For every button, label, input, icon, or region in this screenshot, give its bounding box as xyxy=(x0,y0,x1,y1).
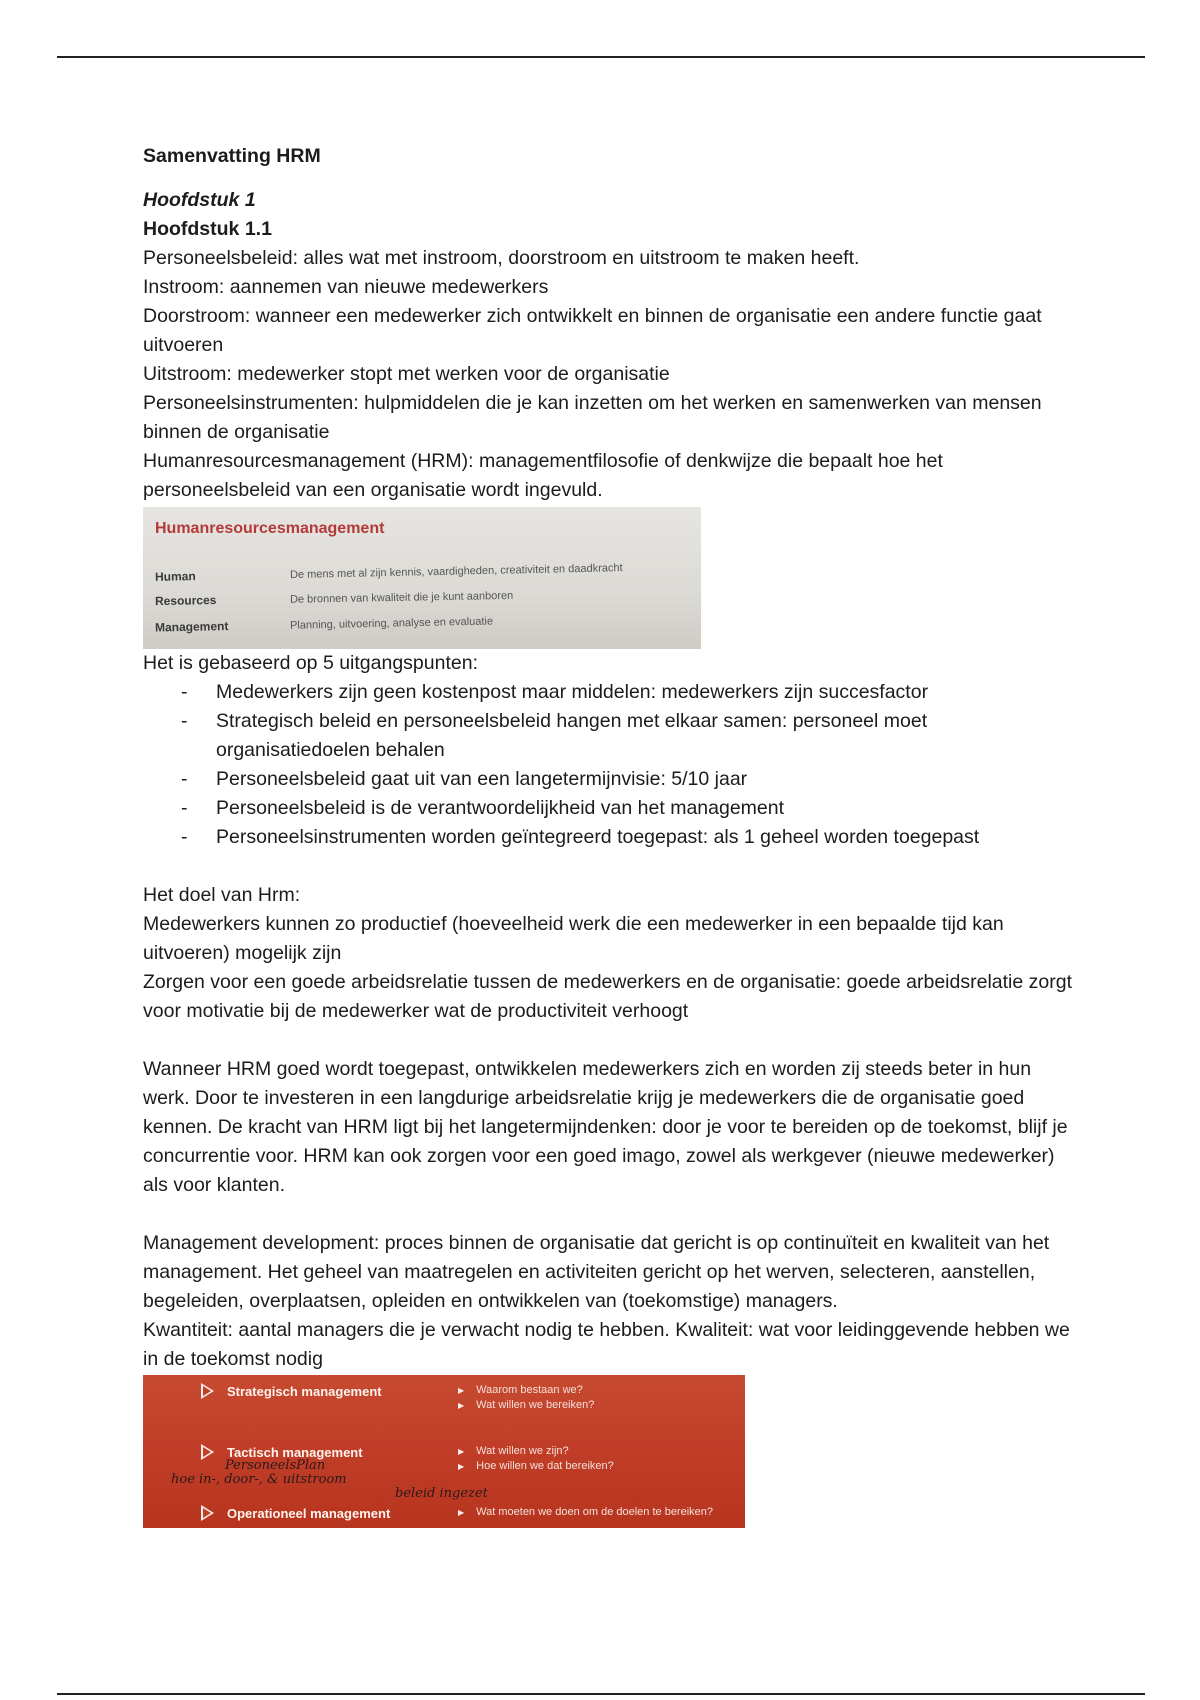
list-item: - Personeelsinstrumenten worden geïntegreerd toegepast: als 1 geheel worden toegepast xyxy=(143,823,1073,852)
figure-term: Human xyxy=(154,569,196,584)
figure-definition: Planning, uitvoering, analyse en evaluatie xyxy=(289,615,494,632)
intro-line: Uitstroom: medewerker stopt met werken voor de organisatie xyxy=(143,363,670,385)
figure-definition: De mens met al zijn kennis, vaardigheden, creativiteit en daadkracht xyxy=(289,562,623,582)
figure-row xyxy=(155,613,493,635)
level-question: ▶ Wat willen we zijn? xyxy=(458,1444,569,1459)
section-heading: Hoofdstuk 1.1 xyxy=(143,218,272,240)
level-question: ▶ Wat willen we bereiken? xyxy=(458,1398,594,1413)
management-levels-figure xyxy=(143,1375,745,1528)
handwritten-note: hoe in-, door-, & uitstroom xyxy=(171,1472,347,1487)
goal-heading: Het doel van Hrm: xyxy=(143,884,301,906)
intro-line: Humanresourcesmanagement (HRM): managementfilosofie of denkwijze die bepaalt hoe het personeelsbeleid van een organisatie wordt ingevuld. xyxy=(143,450,943,501)
document-title: Samenvatting HRM xyxy=(143,145,321,167)
goal-line: Medewerkers kunnen zo productief (hoeveelheid werk die een medewerker in een bepaalde tijd kan uitvoeren) mogelijk zijn xyxy=(143,913,1004,964)
figure-term: Resources xyxy=(154,593,217,609)
level-label: Tactisch management xyxy=(227,1445,363,1460)
handwritten-note: beleid ingezet xyxy=(395,1486,488,1501)
level-label: Operationeel management xyxy=(227,1506,391,1521)
figure-row xyxy=(155,560,623,585)
list-item: - Personeelsbeleid gaat uit van een langetermijnvisie: 5/10 jaar xyxy=(143,765,1073,794)
figure-term: Management xyxy=(154,619,229,635)
md-paragraph: Kwantiteit: aantal managers die je verwacht nodig te hebben. Kwaliteit: wat voor leidinggevende hebben we in de toekomst nodig xyxy=(143,1319,1070,1370)
hrm-definition-figure xyxy=(143,507,701,649)
principles-list xyxy=(143,678,1073,852)
md-paragraph: Management development: proces binnen de organisatie dat gericht is op continuïteit en kwaliteit van het management. Het geheel van maatregelen en activiteiten gericht op het werven, selecteren, aanstellen, begeleiden, overplaatsen, opleiden en ontwikkelen van (toekomstige) managers. xyxy=(143,1232,1050,1312)
intro-line: Instroom: aannemen van nieuwe medewerkers xyxy=(143,276,549,298)
level-question: ▶ Wat moeten we doen om de doelen te bereiken? xyxy=(458,1505,713,1520)
figure-definition: De bronnen van kwaliteit die je kunt aanboren xyxy=(289,589,514,606)
intro-line: Personeelsinstrumenten: hulpmiddelen die je kan inzetten om het werken en samenwerken van mensen binnen de organisatie xyxy=(143,392,1042,443)
intro-line: Doorstroom: wanneer een medewerker zich ontwikkelt en binnen de organisatie een andere functie gaat uitvoeren xyxy=(143,305,1042,356)
hrm-paragraph: Wanneer HRM goed wordt toegepast, ontwikkelen medewerkers zich en worden zij steeds beter in hun werk. Door te investeren in een langdurige arbeidsrelatie krijg je medewerkers die de organisatie goed kennen. De kracht van HRM ligt bij het langetermijndenken: door je voor te bereiden op de toekomst, blijf je concurrentie voor. HRM kan ook zorgen voor een goed imago, zowel als werkgever (nieuwe medewerker) als voor klanten. xyxy=(143,1058,1068,1196)
document-body xyxy=(143,142,1073,1528)
handwritten-note: PersoneelsPlan xyxy=(225,1458,326,1473)
figure-title: Humanresourcesmanagement xyxy=(155,520,385,537)
header-rule xyxy=(57,56,1145,58)
list-item: - Personeelsbeleid is de verantwoordelijkheid van het management xyxy=(143,794,1073,823)
intro-line: Personeelsbeleid: alles wat met instroom, doorstroom en uitstroom te maken heeft. xyxy=(143,247,860,269)
level-question: ▶ Waarom bestaan we? xyxy=(458,1383,583,1398)
chapter-heading: Hoofdstuk 1 xyxy=(143,189,256,211)
level-label: Strategisch management xyxy=(227,1384,382,1399)
level-question: ▶ Hoe willen we dat bereiken? xyxy=(458,1459,614,1474)
list-item: - Strategisch beleid en personeelsbeleid hangen met elkaar samen: personeel moet organisatiedoelen behalen xyxy=(143,707,1073,765)
footer-rule xyxy=(57,1693,1145,1695)
list-item: - Medewerkers zijn geen kostenpost maar middelen: medewerkers zijn succesfactor xyxy=(143,678,1073,707)
principles-intro: Het is gebaseerd op 5 uitgangspunten: xyxy=(143,652,478,674)
figure-row xyxy=(155,588,513,609)
goal-line: Zorgen voor een goede arbeidsrelatie tussen de medewerkers en de organisatie: goede arbeidsrelatie zorgt voor motivatie bij de medewerker wat de productiviteit verhoogt xyxy=(143,971,1072,1022)
